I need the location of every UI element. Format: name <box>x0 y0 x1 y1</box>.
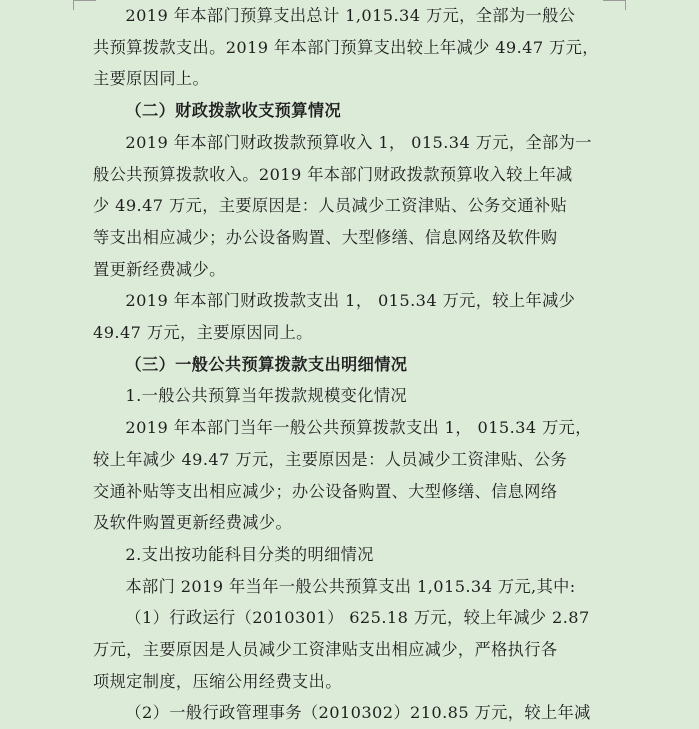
text-line: 49.47 万元，主要原因同上。 <box>93 323 313 343</box>
text-line: 万元，主要原因是人员减少工资津贴支出相应减少，严格执行各 <box>93 640 558 660</box>
text-line: 2019 年本部门当年一般公共预算拨款支出 1， 015.34 万元， <box>125 418 592 438</box>
text-line: 等支出相应减少；办公设备购置、大型修缮、信息网络及软件购 <box>93 227 558 247</box>
text-line: 1.一般公共预算当年拨款规模变化情况 <box>125 386 408 406</box>
text-line: 少 49.47 万元，主要原因是：人员减少工资津贴、公务交通补贴 <box>93 196 568 216</box>
section-heading: （三）一般公共预算拨款支出明细情况 <box>125 354 408 374</box>
text-line: （2）一般行政管理事务（2010302）210.85 万元，较上年减 <box>125 703 591 723</box>
text-line: 项规定制度，压缩公用经费支出。 <box>93 671 342 691</box>
text-line: 2019 年本部门财政拨款支出 1， 015.34 万元，较上年减少 <box>125 291 576 311</box>
document-body <box>93 0 623 729</box>
text-line: 及软件购置更新经费减少。 <box>93 513 293 533</box>
text-line: 较上年减少 49.47 万元，主要原因是：人员减少工资津贴、公务 <box>93 449 568 469</box>
text-line: 主要原因同上。 <box>93 69 210 89</box>
text-line: 般公共预算拨款收入。2019 年本部门财政拨款预算收入较上年减 <box>93 164 573 184</box>
text-line: 2019 年本部门预算支出总计 1,015.34 万元，全部为一般公 <box>125 6 576 25</box>
text-line: 2.支出按功能科目分类的明细情况 <box>125 544 374 564</box>
text-line: 本部门 2019 年当年一般公共预算支出 1,015.34 万元,其中: <box>125 576 576 596</box>
text-line: （1）行政运行（2010301） 625.18 万元，较上年减少 2.87 <box>125 608 590 628</box>
section-heading: （二）财政拨款收支预算情况 <box>125 101 342 121</box>
text-line: 共预算拨款支出。2019 年本部门预算支出较上年减少 49.47 万元， <box>93 37 599 57</box>
text-line: 交通补贴等支出相应减少；办公设备购置、大型修缮、信息网络 <box>93 481 558 501</box>
text-line: 置更新经费减少。 <box>93 259 226 279</box>
text-line: 2019 年本部门财政拨款预算收入 1， 015.34 万元，全部为一 <box>125 132 592 152</box>
